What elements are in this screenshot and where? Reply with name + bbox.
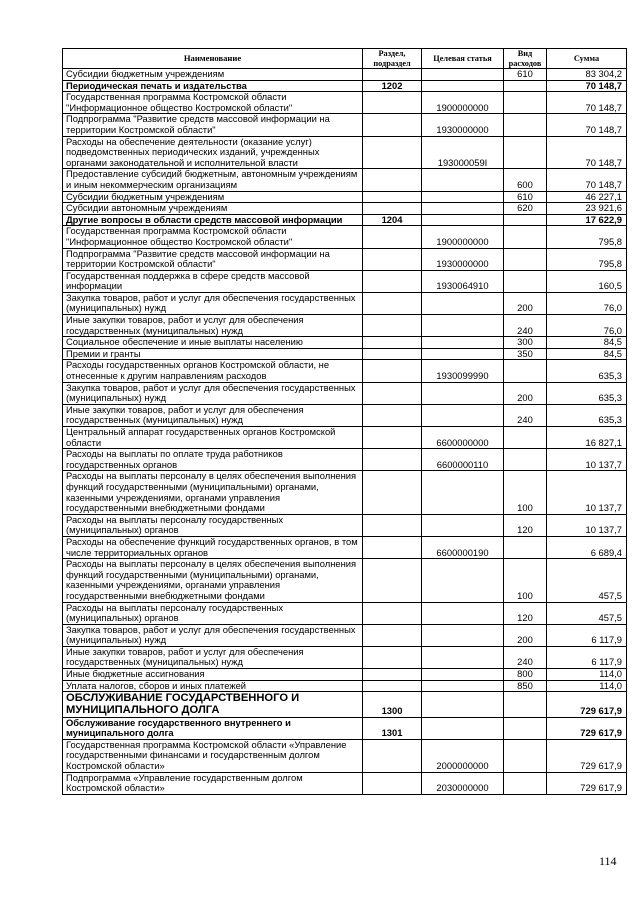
- cell-type: 800: [504, 669, 547, 681]
- cell-section: [363, 449, 422, 471]
- cell-type: [504, 214, 547, 226]
- cell-section: [363, 191, 422, 203]
- cell-type: 600: [504, 169, 547, 191]
- cell-type: [504, 536, 547, 558]
- cell-sum: 795,8: [547, 248, 627, 270]
- cell-sum: 729 617,9: [547, 717, 627, 739]
- table-row: [63, 692, 627, 717]
- header-section: Раздел, подраздел: [363, 49, 422, 69]
- cell-target: [422, 404, 504, 426]
- cell-name: Иные бюджетные ассигнования: [63, 669, 363, 681]
- cell-type: [504, 270, 547, 292]
- cell-target: [422, 214, 504, 226]
- cell-target: 1900000000: [422, 226, 504, 248]
- cell-section: [363, 92, 422, 114]
- cell-target: [422, 559, 504, 602]
- cell-type: 100: [504, 471, 547, 514]
- cell-target: 1930000000: [422, 114, 504, 136]
- cell-type: 610: [504, 69, 547, 81]
- cell-name: Государственная программа Костромской области "Информационное общество Костромской области": [63, 92, 363, 114]
- cell-name: Уплата налогов, сборов и иных платежей: [63, 680, 363, 692]
- table-row: [63, 624, 627, 646]
- cell-name: Расходы на обеспечение деятельности (оказание услуг) подведомственных периодических изданий, учрежденных органами законодательной и исполнительной власти: [63, 136, 363, 169]
- cell-target: [422, 692, 504, 717]
- cell-target: [422, 471, 504, 514]
- cell-name: Субсидии автономным учреждениям: [63, 203, 363, 215]
- cell-section: [363, 739, 422, 772]
- cell-type: 200: [504, 292, 547, 314]
- cell-name: Субсидии бюджетным учреждениям: [63, 191, 363, 203]
- cell-name: Расходы государственных органов Костромской области, не отнесенные к другим направлениям расходов: [63, 360, 363, 382]
- cell-section: 1204: [363, 214, 422, 226]
- cell-section: [363, 292, 422, 314]
- cell-name: Государственная программа Костромской области "Информационное общество Костромской области": [63, 226, 363, 248]
- cell-name: Иные закупки товаров, работ и услуг для обеспечения государственных (муниципальных) нужд: [63, 404, 363, 426]
- cell-target: 2000000000: [422, 739, 504, 772]
- cell-name: Закупка товаров, работ и услуг для обеспечения государственных (муниципальных) нужд: [63, 292, 363, 314]
- cell-sum: 729 617,9: [547, 772, 627, 794]
- cell-name: Социальное обеспечение и иные выплаты населению: [63, 337, 363, 349]
- table-row: [63, 739, 627, 772]
- cell-name: Иные закупки товаров, работ и услуг для обеспечения государственных (муниципальных) нужд: [63, 646, 363, 668]
- document-page: [62, 48, 626, 795]
- cell-type: 240: [504, 404, 547, 426]
- cell-type: 240: [504, 646, 547, 668]
- cell-section: [363, 559, 422, 602]
- cell-name: Предоставление субсидий бюджетным, автономным учреждениям и иным некоммерческим организациям: [63, 169, 363, 191]
- cell-name: Расходы на выплаты персоналу в целях обеспечения выполнения функций государственными (муниципальными) органами, казенными учреждениями, органами управления государственными внебюджетными фондами: [63, 471, 363, 514]
- table-row: [63, 226, 627, 248]
- cell-sum: 6 117,9: [547, 624, 627, 646]
- header-sum: Сумма: [547, 49, 627, 69]
- cell-section: [363, 114, 422, 136]
- cell-name: Расходы на выплаты персоналу государственных (муниципальных) органов: [63, 602, 363, 624]
- cell-section: [363, 270, 422, 292]
- cell-section: [363, 69, 422, 81]
- cell-type: [504, 80, 547, 92]
- cell-sum: 70 148,7: [547, 80, 627, 92]
- cell-name: ОБСЛУЖИВАНИЕ ГОСУДАРСТВЕННОГО И МУНИЦИПАЛЬНОГО ДОЛГА: [63, 692, 363, 717]
- cell-target: 6600000000: [422, 427, 504, 449]
- cell-name: Расходы на выплаты по оплате труда работников государственных органов: [63, 449, 363, 471]
- table-row: [63, 80, 627, 92]
- cell-name: Периодическая печать и издательства: [63, 80, 363, 92]
- cell-name: Государственная поддержка в сфере средств массовой информации: [63, 270, 363, 292]
- cell-sum: 16 827,1: [547, 427, 627, 449]
- table-row: [63, 382, 627, 404]
- cell-section: [363, 536, 422, 558]
- cell-target: [422, 191, 504, 203]
- cell-type: [504, 360, 547, 382]
- cell-sum: 635,3: [547, 404, 627, 426]
- cell-section: [363, 471, 422, 514]
- cell-sum: 46 227,1: [547, 191, 627, 203]
- cell-type: 100: [504, 559, 547, 602]
- cell-target: 1900000000: [422, 92, 504, 114]
- cell-type: [504, 248, 547, 270]
- cell-section: [363, 772, 422, 794]
- table-row: [63, 646, 627, 668]
- table-row: [63, 602, 627, 624]
- cell-section: [363, 680, 422, 692]
- cell-type: [504, 772, 547, 794]
- table-row: [63, 559, 627, 602]
- cell-section: [363, 514, 422, 536]
- cell-section: [363, 382, 422, 404]
- cell-type: 300: [504, 337, 547, 349]
- table-row: [63, 348, 627, 360]
- cell-name: Подпрограмма «Управление государственным долгом Костромской области»: [63, 772, 363, 794]
- table-row: [63, 360, 627, 382]
- cell-name: Закупка товаров, работ и услуг для обеспечения государственных (муниципальных) нужд: [63, 382, 363, 404]
- cell-type: 200: [504, 382, 547, 404]
- table-row: [63, 536, 627, 558]
- cell-section: [363, 404, 422, 426]
- cell-target: [422, 669, 504, 681]
- cell-section: [363, 360, 422, 382]
- cell-name: Подпрограмма "Развитие средств массовой информации на территории Костромской области": [63, 114, 363, 136]
- cell-sum: 457,5: [547, 559, 627, 602]
- cell-target: [422, 602, 504, 624]
- table-row: [63, 292, 627, 314]
- budget-table: [62, 48, 627, 795]
- cell-name: Другие вопросы в области средств массовой информации: [63, 214, 363, 226]
- table-row: [63, 680, 627, 692]
- cell-sum: 23 921,6: [547, 203, 627, 215]
- cell-type: 350: [504, 348, 547, 360]
- cell-section: 1300: [363, 692, 422, 717]
- cell-name: Подпрограмма "Развитие средств массовой информации на территории Костромской области": [63, 248, 363, 270]
- cell-section: [363, 348, 422, 360]
- cell-target: 2030000000: [422, 772, 504, 794]
- cell-sum: 84,5: [547, 337, 627, 349]
- cell-sum: 114,0: [547, 680, 627, 692]
- cell-target: 1930099990: [422, 360, 504, 382]
- table-row: [63, 449, 627, 471]
- cell-name: Центральный аппарат государственных органов Костромской области: [63, 427, 363, 449]
- cell-target: [422, 292, 504, 314]
- cell-type: 200: [504, 624, 547, 646]
- cell-sum: 70 148,7: [547, 169, 627, 191]
- cell-target: [422, 514, 504, 536]
- table-row: [63, 669, 627, 681]
- table-row: [63, 717, 627, 739]
- cell-section: [363, 602, 422, 624]
- table-row: [63, 471, 627, 514]
- cell-name: Субсидии бюджетным учреждениям: [63, 69, 363, 81]
- cell-section: [363, 248, 422, 270]
- cell-target: [422, 348, 504, 360]
- table-row: [63, 114, 627, 136]
- cell-sum: 10 137,7: [547, 514, 627, 536]
- cell-section: [363, 624, 422, 646]
- cell-sum: 457,5: [547, 602, 627, 624]
- cell-type: 620: [504, 203, 547, 215]
- cell-type: [504, 449, 547, 471]
- cell-type: 850: [504, 680, 547, 692]
- cell-type: [504, 114, 547, 136]
- table-row: [63, 427, 627, 449]
- cell-sum: 76,0: [547, 292, 627, 314]
- cell-sum: 70 148,7: [547, 114, 627, 136]
- cell-target: 6600000110: [422, 449, 504, 471]
- cell-section: [363, 337, 422, 349]
- cell-target: [422, 382, 504, 404]
- cell-sum: 70 148,7: [547, 136, 627, 169]
- cell-sum: 795,8: [547, 226, 627, 248]
- cell-section: [363, 203, 422, 215]
- table-row: [63, 69, 627, 81]
- cell-name: Расходы на выплаты персоналу государственных (муниципальных) органов: [63, 514, 363, 536]
- cell-section: [363, 646, 422, 668]
- cell-sum: 84,5: [547, 348, 627, 360]
- cell-section: 1301: [363, 717, 422, 739]
- cell-type: [504, 739, 547, 772]
- cell-name: Обслуживание государственного внутреннего и муниципального долга: [63, 717, 363, 739]
- cell-target: [422, 646, 504, 668]
- header-name: Наименование: [63, 49, 363, 69]
- cell-target: [422, 203, 504, 215]
- cell-type: [504, 427, 547, 449]
- table-row: [63, 404, 627, 426]
- table-row: [63, 270, 627, 292]
- cell-name: Расходы на выплаты персоналу в целях обеспечения выполнения функций государственными (муниципальными) органами, казенными учреждениями, органами управления государственными внебюджетными фондами: [63, 559, 363, 602]
- table-row: [63, 136, 627, 169]
- cell-name: Государственная программа Костромской области «Управление государственными финансами и государственным долгом Костромской области»: [63, 739, 363, 772]
- page-number: 114: [599, 854, 617, 868]
- table-row: [63, 315, 627, 337]
- cell-target: [422, 337, 504, 349]
- cell-type: [504, 136, 547, 169]
- cell-type: [504, 692, 547, 717]
- cell-target: [422, 69, 504, 81]
- cell-target: [422, 680, 504, 692]
- table-row: [63, 514, 627, 536]
- cell-sum: 10 137,7: [547, 449, 627, 471]
- header-target: Целевая статья: [422, 49, 504, 69]
- cell-sum: 729 617,9: [547, 739, 627, 772]
- cell-target: [422, 169, 504, 191]
- cell-name: Иные закупки товаров, работ и услуг для обеспечения государственных (муниципальных) нужд: [63, 315, 363, 337]
- cell-type: [504, 226, 547, 248]
- cell-sum: 729 617,9: [547, 692, 627, 717]
- cell-type: 120: [504, 514, 547, 536]
- cell-type: [504, 717, 547, 739]
- cell-sum: 635,3: [547, 382, 627, 404]
- table-body: [63, 69, 627, 795]
- cell-target: [422, 80, 504, 92]
- table-row: [63, 337, 627, 349]
- table-row: [63, 214, 627, 226]
- table-row: [63, 248, 627, 270]
- table-row: [63, 772, 627, 794]
- header-type: Вид расходов: [504, 49, 547, 69]
- cell-type: 120: [504, 602, 547, 624]
- table-row: [63, 92, 627, 114]
- table-header-row: [63, 49, 627, 69]
- cell-sum: 17 622,9: [547, 214, 627, 226]
- cell-target: 193000059I: [422, 136, 504, 169]
- cell-name: Премии и гранты: [63, 348, 363, 360]
- cell-sum: 10 137,7: [547, 471, 627, 514]
- cell-target: [422, 717, 504, 739]
- cell-sum: 70 148,7: [547, 92, 627, 114]
- cell-name: Расходы на обеспечение функций государственных органов, в том числе территориальных органов: [63, 536, 363, 558]
- cell-type: [504, 92, 547, 114]
- cell-target: 6600000190: [422, 536, 504, 558]
- cell-sum: 76,0: [547, 315, 627, 337]
- cell-name: Закупка товаров, работ и услуг для обеспечения государственных (муниципальных) нужд: [63, 624, 363, 646]
- cell-section: [363, 669, 422, 681]
- cell-target: 1930000000: [422, 248, 504, 270]
- cell-type: 610: [504, 191, 547, 203]
- cell-section: [363, 169, 422, 191]
- cell-type: 240: [504, 315, 547, 337]
- cell-section: [363, 427, 422, 449]
- cell-section: [363, 315, 422, 337]
- cell-sum: 6 689,4: [547, 536, 627, 558]
- cell-sum: 83 304,2: [547, 69, 627, 81]
- cell-section: [363, 226, 422, 248]
- cell-sum: 160,5: [547, 270, 627, 292]
- cell-target: 1930064910: [422, 270, 504, 292]
- table-row: [63, 169, 627, 191]
- cell-section: 1202: [363, 80, 422, 92]
- cell-target: [422, 624, 504, 646]
- cell-sum: 114,0: [547, 669, 627, 681]
- table-row: [63, 203, 627, 215]
- cell-section: [363, 136, 422, 169]
- table-row: [63, 191, 627, 203]
- cell-target: [422, 315, 504, 337]
- cell-sum: 6 117,9: [547, 646, 627, 668]
- cell-sum: 635,3: [547, 360, 627, 382]
